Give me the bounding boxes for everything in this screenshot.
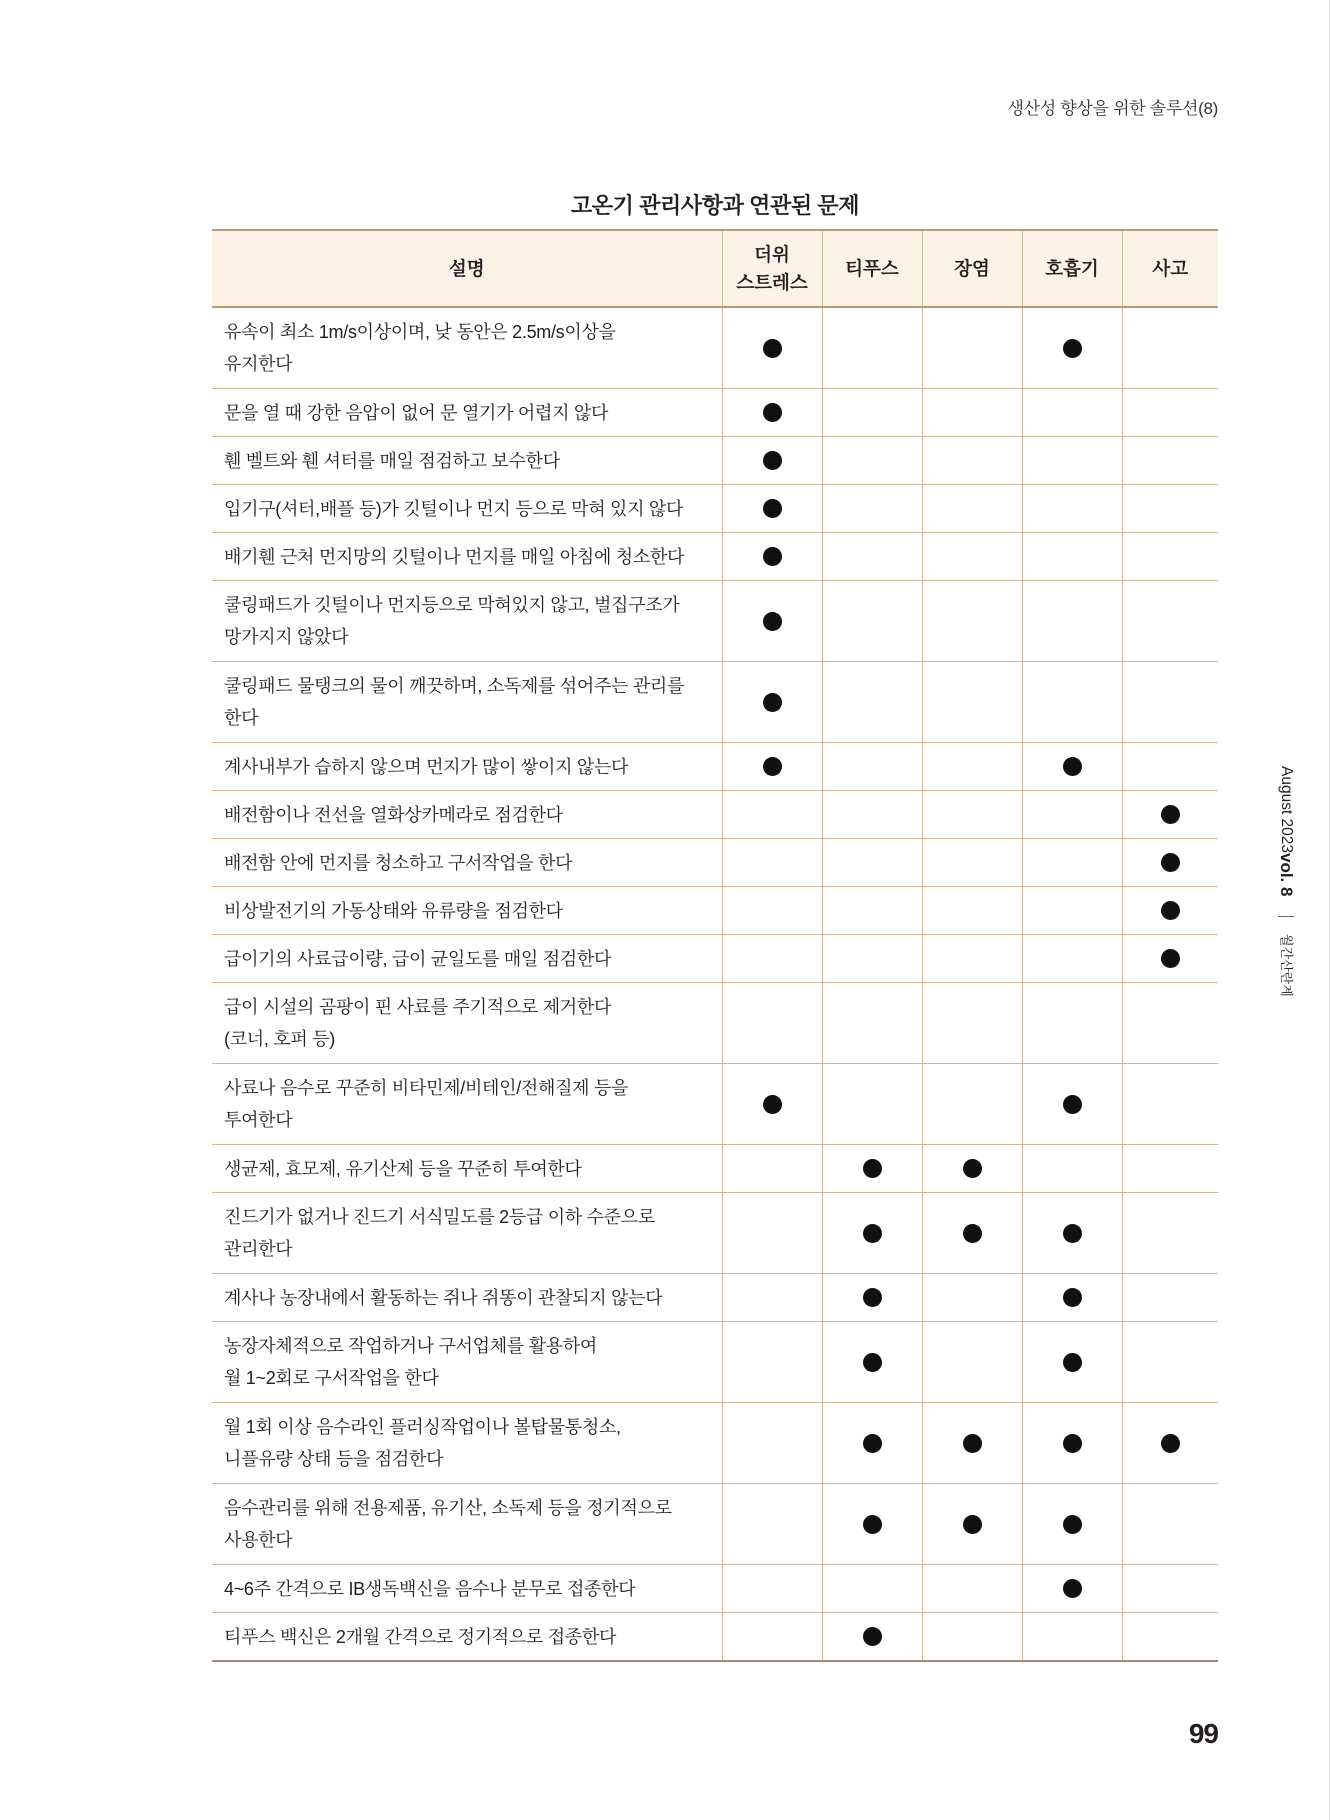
mark-cell — [1022, 1193, 1122, 1274]
description-line: 음수관리를 위해 전용제품, 유기산, 소독제 등을 정기적으로 — [224, 1498, 672, 1518]
mark-cell — [1022, 662, 1122, 743]
mark-cell — [1122, 743, 1218, 791]
table-row — [212, 1064, 1218, 1145]
mark-cell — [822, 389, 922, 437]
mark-cell — [922, 1613, 1022, 1662]
filled-circle-mark — [763, 693, 782, 712]
mark-cell — [822, 1565, 922, 1613]
row-description — [212, 307, 722, 389]
description-line: 급이기의 사료급이량, 급이 균일도를 매일 점검한다 — [224, 948, 612, 969]
description-line: 계사내부가 습하지 않으며 먼지가 많이 쌓이지 않는다 — [224, 756, 629, 777]
mark-cell — [922, 1193, 1022, 1274]
mark-cell — [1022, 307, 1122, 389]
table-row — [212, 887, 1218, 935]
mark-cell — [922, 307, 1022, 389]
mark-cell — [822, 662, 922, 743]
filled-circle-mark — [1161, 853, 1180, 872]
row-description — [212, 1322, 722, 1403]
table-row — [212, 1403, 1218, 1484]
table-row — [212, 743, 1218, 791]
filled-circle-mark — [1161, 805, 1180, 824]
mark-cell — [1122, 389, 1218, 437]
page-edge-line — [1329, 0, 1330, 1820]
mark-cell — [722, 307, 822, 389]
filled-circle-mark — [1063, 1288, 1082, 1307]
table-row — [212, 533, 1218, 581]
mark-cell — [722, 1145, 822, 1193]
table-row — [212, 437, 1218, 485]
description-line: 배기휀 근처 먼지망의 깃털이나 먼지를 매일 아침에 청소한다 — [224, 546, 685, 567]
header-label: 티푸스 — [845, 257, 899, 279]
mark-cell — [822, 1064, 922, 1145]
mark-cell — [1022, 437, 1122, 485]
filled-circle-mark — [863, 1224, 882, 1243]
table-row — [212, 839, 1218, 887]
filled-circle-mark — [1161, 1434, 1180, 1453]
header-row — [212, 230, 1218, 307]
mark-cell — [922, 437, 1022, 485]
table-body — [212, 307, 1218, 1661]
mark-cell — [1022, 1145, 1122, 1193]
description-line: 유지한다 — [224, 354, 293, 374]
description-line: 배전함이나 전선을 열화상카메라로 점검한다 — [224, 804, 563, 825]
filled-circle-mark — [863, 1434, 882, 1453]
filled-circle-mark — [863, 1288, 882, 1307]
mark-cell — [722, 935, 822, 983]
mark-cell — [722, 1403, 822, 1484]
description-line: 한다 — [224, 708, 259, 728]
mark-cell — [1122, 839, 1218, 887]
mark-cell — [1022, 533, 1122, 581]
mark-cell — [722, 1274, 822, 1322]
mark-cell — [922, 485, 1022, 533]
row-description — [212, 437, 722, 485]
filled-circle-mark — [1063, 1515, 1082, 1534]
mark-cell — [822, 307, 922, 389]
row-description — [212, 581, 722, 662]
filled-circle-mark — [963, 1515, 982, 1534]
header-label: 스트레스 — [736, 271, 808, 293]
filled-circle-mark — [763, 612, 782, 631]
mark-cell — [1022, 791, 1122, 839]
mark-cell — [1022, 581, 1122, 662]
header-description — [212, 230, 722, 307]
mark-cell — [1122, 437, 1218, 485]
filled-circle-mark — [963, 1434, 982, 1453]
mark-cell — [1122, 1403, 1218, 1484]
table-row — [212, 1322, 1218, 1403]
description-line: 니플유량 상태 등을 점검한다 — [224, 1449, 444, 1469]
mark-cell — [822, 485, 922, 533]
table-row — [212, 307, 1218, 389]
mark-cell — [822, 1274, 922, 1322]
mark-cell — [822, 1322, 922, 1403]
mark-cell — [922, 1484, 1022, 1565]
mark-cell — [1022, 887, 1122, 935]
filled-circle-mark — [1063, 1224, 1082, 1243]
description-line: 진드기가 없거나 진드기 서식밀도를 2등급 이하 수준으로 — [224, 1207, 655, 1227]
row-description — [212, 485, 722, 533]
mark-cell — [822, 791, 922, 839]
mark-cell — [922, 581, 1022, 662]
filled-circle-mark — [763, 547, 782, 566]
description-line: 배전함 안에 먼지를 청소하고 구서작업을 한다 — [224, 852, 573, 873]
mark-cell — [1022, 1613, 1122, 1662]
mark-cell — [1122, 1565, 1218, 1613]
mark-cell — [1122, 662, 1218, 743]
mark-cell — [922, 1274, 1022, 1322]
mark-cell — [1122, 1064, 1218, 1145]
filled-circle-mark — [1063, 757, 1082, 776]
filled-circle-mark — [1161, 949, 1180, 968]
mark-cell — [1022, 983, 1122, 1064]
header-label: 사고 — [1152, 257, 1189, 279]
mark-cell — [822, 437, 922, 485]
filled-circle-mark — [1063, 1095, 1082, 1114]
mark-cell — [922, 1565, 1022, 1613]
row-description — [212, 662, 722, 743]
mark-cell — [822, 533, 922, 581]
row-description — [212, 983, 722, 1064]
row-description — [212, 935, 722, 983]
table-row — [212, 662, 1218, 743]
header-typhoid — [822, 230, 922, 307]
mark-cell — [922, 839, 1022, 887]
mark-cell — [1122, 485, 1218, 533]
description-line: 사료나 음수로 꾸준히 비타민제/비테인/전해질제 등을 — [224, 1078, 629, 1098]
row-description — [212, 1613, 722, 1662]
mark-cell — [1122, 935, 1218, 983]
running-header: 생산성 향상을 위한 솔루션(8) — [1007, 99, 1218, 118]
mark-cell — [1022, 743, 1122, 791]
side-magazine-name: 월간산란계 — [1279, 934, 1294, 997]
header-label: 더위 — [754, 243, 790, 265]
filled-circle-mark — [763, 757, 782, 776]
mark-cell — [1122, 791, 1218, 839]
row-description — [212, 791, 722, 839]
filled-circle-mark — [863, 1515, 882, 1534]
mark-cell — [1022, 1403, 1122, 1484]
row-description — [212, 887, 722, 935]
description-line: 쿨링패드 물탱크의 물이 깨끗하며, 소독제를 섞어주는 관리를 — [224, 676, 685, 696]
filled-circle-mark — [763, 499, 782, 518]
mark-cell — [822, 1193, 922, 1274]
filled-circle-mark — [1063, 1434, 1082, 1453]
row-description — [212, 1274, 722, 1322]
description-line: 티푸스 백신은 2개월 간격으로 정기적으로 접종한다 — [224, 1626, 617, 1647]
filled-circle-mark — [763, 339, 782, 358]
filled-circle-mark — [763, 403, 782, 422]
mark-cell — [1122, 1484, 1218, 1565]
mark-cell — [922, 743, 1022, 791]
mark-cell — [822, 839, 922, 887]
mark-cell — [822, 983, 922, 1064]
mark-cell — [822, 887, 922, 935]
mark-cell — [722, 1484, 822, 1565]
table-row — [212, 485, 1218, 533]
filled-circle-mark — [963, 1159, 982, 1178]
mark-cell — [922, 662, 1022, 743]
row-description — [212, 1484, 722, 1565]
mark-cell — [722, 389, 822, 437]
table-row — [212, 1613, 1218, 1662]
table-row — [212, 1565, 1218, 1613]
mark-cell — [1122, 1274, 1218, 1322]
header-respiratory — [1022, 230, 1122, 307]
row-description — [212, 1145, 722, 1193]
table-row — [212, 1484, 1218, 1565]
description-line: 비상발전기의 가동상태와 유류량을 점검한다 — [224, 900, 563, 921]
mark-cell — [722, 743, 822, 791]
table-row — [212, 1145, 1218, 1193]
mark-cell — [1022, 389, 1122, 437]
mark-cell — [922, 1403, 1022, 1484]
description-line: 망가지지 않았다 — [224, 627, 349, 647]
mark-cell — [722, 533, 822, 581]
mark-cell — [822, 1403, 922, 1484]
mark-cell — [822, 1613, 922, 1662]
mark-cell — [1122, 1145, 1218, 1193]
filled-circle-mark — [863, 1353, 882, 1372]
mark-cell — [1022, 1484, 1122, 1565]
description-line: 농장자체적으로 작업하거나 구서업체를 활용하여 — [224, 1336, 597, 1356]
mark-cell — [822, 935, 922, 983]
mark-cell — [722, 437, 822, 485]
mark-cell — [922, 1322, 1022, 1403]
row-description — [212, 839, 722, 887]
mark-cell — [722, 1064, 822, 1145]
mark-cell — [822, 1145, 922, 1193]
side-issue-date: August 2023 — [1278, 766, 1295, 854]
header-label: 호흡기 — [1045, 257, 1099, 279]
table-row — [212, 983, 1218, 1064]
mark-cell — [922, 1145, 1022, 1193]
mark-cell — [722, 1565, 822, 1613]
mark-cell — [922, 935, 1022, 983]
mark-cell — [1022, 839, 1122, 887]
description-line: 사용한다 — [224, 1530, 293, 1550]
mark-cell — [1022, 1064, 1122, 1145]
mark-cell — [922, 791, 1022, 839]
description-line: 입기구(셔터,배플 등)가 깃털이나 먼지 등으로 막혀 있지 않다 — [224, 498, 684, 519]
mark-cell — [1122, 533, 1218, 581]
table-header — [212, 230, 1218, 307]
filled-circle-mark — [1063, 1353, 1082, 1372]
mark-cell — [822, 1484, 922, 1565]
mark-cell — [922, 887, 1022, 935]
mark-cell — [1122, 307, 1218, 389]
mark-cell — [722, 1613, 822, 1662]
table-title: 고온기 관리사항과 연관된 문제 — [570, 193, 860, 218]
header-enteritis — [922, 230, 1022, 307]
filled-circle-mark — [1063, 339, 1082, 358]
mark-cell — [922, 983, 1022, 1064]
header-label: 장염 — [954, 257, 990, 279]
filled-circle-mark — [763, 451, 782, 470]
header-heat-stress — [722, 230, 822, 307]
mark-cell — [1122, 1613, 1218, 1662]
table-row — [212, 791, 1218, 839]
mark-cell — [1122, 581, 1218, 662]
description-line: 월 1~2회로 구서작업을 한다 — [224, 1368, 439, 1388]
mark-cell — [722, 485, 822, 533]
row-description — [212, 1064, 722, 1145]
table-row — [212, 1193, 1218, 1274]
mark-cell — [1022, 485, 1122, 533]
description-line: 급이 시설의 곰팡이 핀 사료를 주기적으로 제거한다 — [224, 997, 612, 1017]
description-line: 휀 벨트와 휀 셔터를 매일 점검하고 보수한다 — [224, 450, 560, 471]
mark-cell — [1122, 1193, 1218, 1274]
mark-cell — [922, 389, 1022, 437]
header-label: 설명 — [448, 257, 485, 279]
mark-cell — [722, 1322, 822, 1403]
mark-cell — [1022, 935, 1122, 983]
side-volume: vol. 8 — [1277, 853, 1296, 897]
description-line: 계사나 농장내에서 활동하는 쥐나 쥐똥이 관찰되지 않는다 — [224, 1287, 663, 1308]
header-accident — [1122, 230, 1218, 307]
page-number: 99 — [1188, 1718, 1218, 1749]
filled-circle-mark — [1161, 901, 1180, 920]
description-line: 생균제, 효모제, 유기산제 등을 꾸준히 투여한다 — [224, 1158, 582, 1179]
description-line: (코너, 호퍼 등) — [224, 1029, 335, 1049]
description-line: 4~6주 간격으로 IB생독백신을 음수나 분무로 접종한다 — [224, 1578, 636, 1599]
problem-table — [212, 229, 1218, 1662]
description-line: 유속이 최소 1m/s이상이며, 낮 동안은 2.5m/s이상을 — [224, 322, 616, 342]
description-line: 쿨링패드가 깃털이나 먼지등으로 막혀있지 않고, 벌집구조가 — [224, 595, 680, 615]
mark-cell — [722, 839, 822, 887]
description-line: 문을 열 때 강한 음압이 없어 문 열기가 어렵지 않다 — [224, 402, 609, 423]
mark-cell — [1122, 887, 1218, 935]
row-description — [212, 1193, 722, 1274]
row-description — [212, 533, 722, 581]
mark-cell — [722, 662, 822, 743]
table-row — [212, 1274, 1218, 1322]
mark-cell — [822, 743, 922, 791]
table-row — [212, 389, 1218, 437]
mark-cell — [1022, 1322, 1122, 1403]
mark-cell — [822, 581, 922, 662]
row-description — [212, 1403, 722, 1484]
mark-cell — [922, 1064, 1022, 1145]
filled-circle-mark — [863, 1627, 882, 1646]
mark-cell — [1022, 1274, 1122, 1322]
filled-circle-mark — [1063, 1579, 1082, 1598]
filled-circle-mark — [863, 1159, 882, 1178]
mark-cell — [1122, 1322, 1218, 1403]
side-separator — [1278, 916, 1294, 917]
mark-cell — [922, 533, 1022, 581]
description-line: 월 1회 이상 음수라인 플러싱작업이나 볼탑물통청소, — [224, 1417, 621, 1437]
mark-cell — [722, 791, 822, 839]
mark-cell — [722, 1193, 822, 1274]
description-line: 투여한다 — [224, 1110, 293, 1130]
mark-cell — [722, 983, 822, 1064]
mark-cell — [1022, 1565, 1122, 1613]
filled-circle-mark — [963, 1224, 982, 1243]
mark-cell — [722, 581, 822, 662]
row-description — [212, 389, 722, 437]
mark-cell — [722, 887, 822, 935]
mark-cell — [1122, 983, 1218, 1064]
row-description — [212, 743, 722, 791]
row-description — [212, 1565, 722, 1613]
filled-circle-mark — [763, 1095, 782, 1114]
table-row — [212, 935, 1218, 983]
table-row — [212, 581, 1218, 662]
description-line: 관리한다 — [224, 1239, 293, 1259]
